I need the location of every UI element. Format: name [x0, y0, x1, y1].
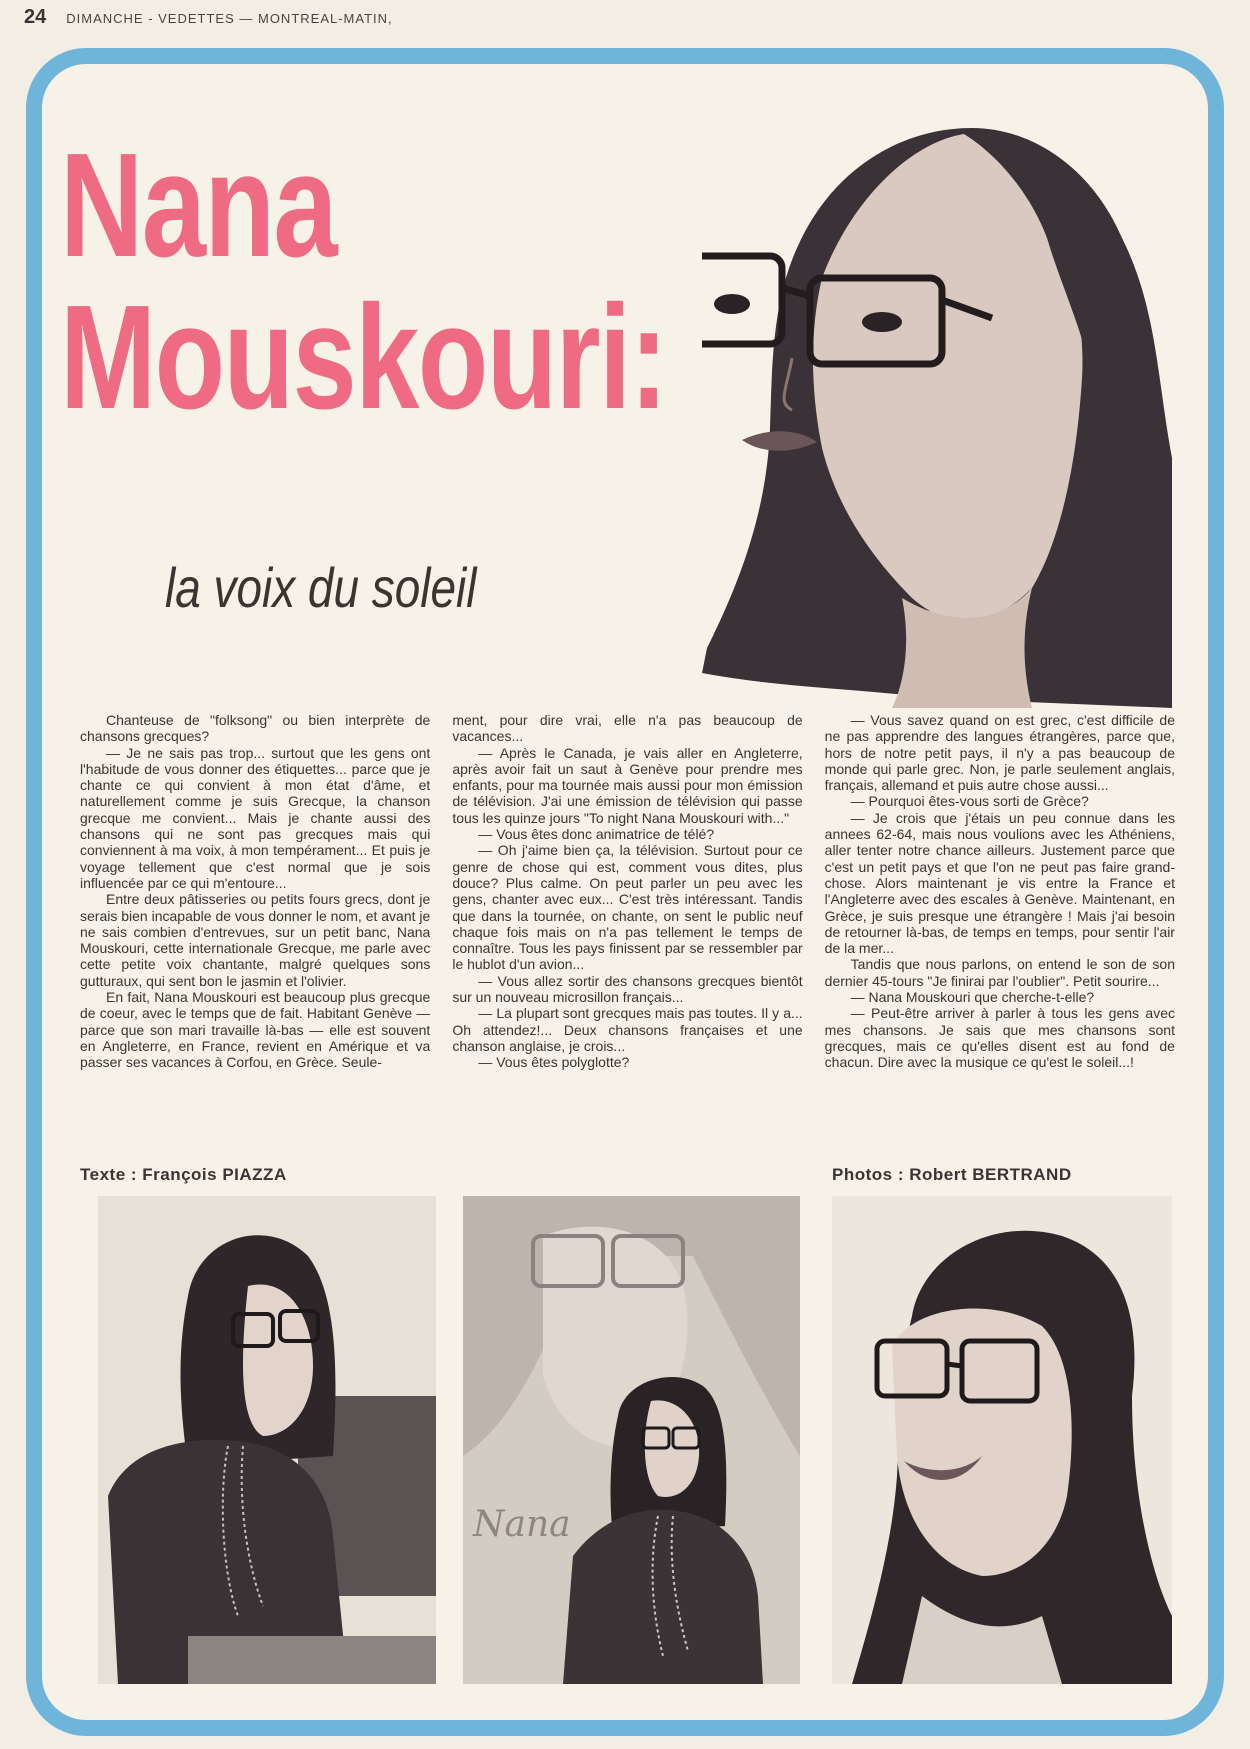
- paragraph: Chanteuse de "folksong" ou bien interprète de chansons grecques?: [80, 712, 431, 745]
- poster-signature: Nana: [473, 1504, 571, 1545]
- text-credit: Texte : François PIAZZA: [80, 1165, 287, 1184]
- photo-center-image: [463, 1196, 800, 1684]
- running-title: DIMANCHE - VEDETTES — MONTREAL-MATIN,: [66, 11, 393, 26]
- paragraph: En fait, Nana Mouskouri est beaucoup plus grecque de coeur, avec le temps que de fait. Habitant Genève — parce que son mari travaille là-bas — elle est souvent en Angleterre, en France, revient en Amérique et va passer ses vacances à Corfou, en Grèce. Seule-: [80, 989, 431, 1071]
- paragraph: — Vous savez quand on est grec, c'est difficile de ne pas apprendre des langues étrangères, parce que, hors de notre petit pays, il n'y a pas beaucoup de monde qui parle grec. Non, je parle seulement anglais, français, allemand et puis autre chose aussi...: [824, 712, 1175, 794]
- paragraph: — Après le Canada, je vais aller en Angleterre, après avoir fait un saut à Genève pour prendre mes enfants, pour ma tournée mais aussi pour mon émission de télévision. J'ai une émission de télévision qui passe tous les quinze jours "To night Nana Mouskouri with...": [452, 744, 803, 826]
- paragraph: Entre deux pâtisseries ou petits fours grecs, dont je serais bien incapable de vous donner le nom, et avant je ne sais combien d'entrevues, sur un petit banc, Nana Mouskouri, cette internationale Grecque, me parle avec cette petite voix chantante, malgré quelques sons gutturaux, qui sent bon le jasmin et l'olivier.: [80, 891, 431, 989]
- paragraph: — Nana Mouskouri que cherche-t-elle?: [850, 989, 1095, 1006]
- article-column-1: [80, 712, 430, 1152]
- article-column-3: [825, 712, 1175, 1152]
- paragraph: — Je ne sais pas trop... surtout que les gens ont l'habitude de vous donner des étiquettes... parce que je chante ce qui convient à mon état d'âme, et naturellement comme je suis Grecque, la chanson grecque me convient... Mais je chante aussi des chansons qui ne sont pas grecques mais qui conviennent à ma voix, à mon tempérament... Et puis je voyage tellement que c'est normal que je sois influencée par ce qui m'entoure...: [80, 744, 431, 891]
- paragraph: — Oh j'aime bien ça, la télévision. Surtout pour ce genre de chose qui est, comment vous dites, plus douce? Plus calme. On peut parler un peu avec les gens, chanter avec eux... C'est très intéressant. Tandis que dans la tournée, on chante, on sent le public neuf chaque fois mais on n'a pas tellement le temps de connaître. Tous les pays finissent par se ressembler par le hublot d'un avion...: [452, 842, 803, 973]
- article-subtitle: la voix du soleil: [165, 556, 477, 619]
- title-line-2: Mouskouri:: [60, 275, 667, 440]
- paragraph: — Pourquoi êtes-vous sorti de Grèce?: [850, 793, 1089, 810]
- photo-credit: Photos : Robert BERTRAND: [832, 1165, 1072, 1184]
- article-body: [80, 712, 1175, 1152]
- paragraph: — Vous êtes polyglotte?: [478, 1054, 630, 1071]
- photo-left-image: [98, 1196, 436, 1684]
- paragraph: Tandis que nous parlons, on entend le son de son dernier 45-tours "Je finirai par l'oublier". Petit sourire...: [824, 956, 1175, 989]
- paragraph: — Vous êtes donc animatrice de télé?: [478, 826, 715, 843]
- running-head: [24, 6, 393, 30]
- article-title: [60, 123, 667, 440]
- paragraph: — La plupart sont grecques mais pas toutes. Il y a... Oh attendez!... Deux chansons françaises et une chanson anglaise, je crois...: [452, 1005, 803, 1054]
- paragraph: ment, pour dire vrai, elle n'a pas beaucoup de vacances...: [452, 712, 803, 745]
- photo-right-image: [832, 1196, 1172, 1684]
- paragraph: — Je crois que j'étais un peu connue dans les annees 62-64, mais nous voulions avec les Athéniens, aller tenter notre chance ailleurs. Justement parce que c'est un petit pays et que l'on ne peut pas faire grand-chose. Alors maintenant je vis entre la France et l'Angleterre avec des escales à Genève. Maintenant, en Grèce, je suis presque une étrangère ! Mais j'ai besoin de retourner là-bas, de temps en temps, pour sentir l'air de la mer...: [824, 809, 1175, 957]
- title-line-1: Nana: [60, 123, 337, 288]
- paragraph: — Vous allez sortir des chansons grecques bientôt sur un nouveau microsillon français...: [452, 972, 803, 1006]
- paragraph: — Peut-être arriver à parler à tous les gens avec mes chansons. Je sais que mes chansons sont grecques, mais ce qu'elles disent est au fond de chacun. Dire avec la musique ce qu'est le soleil...!: [824, 1005, 1175, 1071]
- portrait-photo: [702, 128, 1172, 708]
- portrait-eye-right: [862, 312, 902, 332]
- photo-left: [98, 1196, 436, 1684]
- article-column-2: [452, 712, 802, 1152]
- photo-center: [463, 1196, 800, 1684]
- page-number: 24: [24, 6, 47, 28]
- photo-right: [832, 1196, 1172, 1684]
- portrait-eye-left: [714, 294, 750, 314]
